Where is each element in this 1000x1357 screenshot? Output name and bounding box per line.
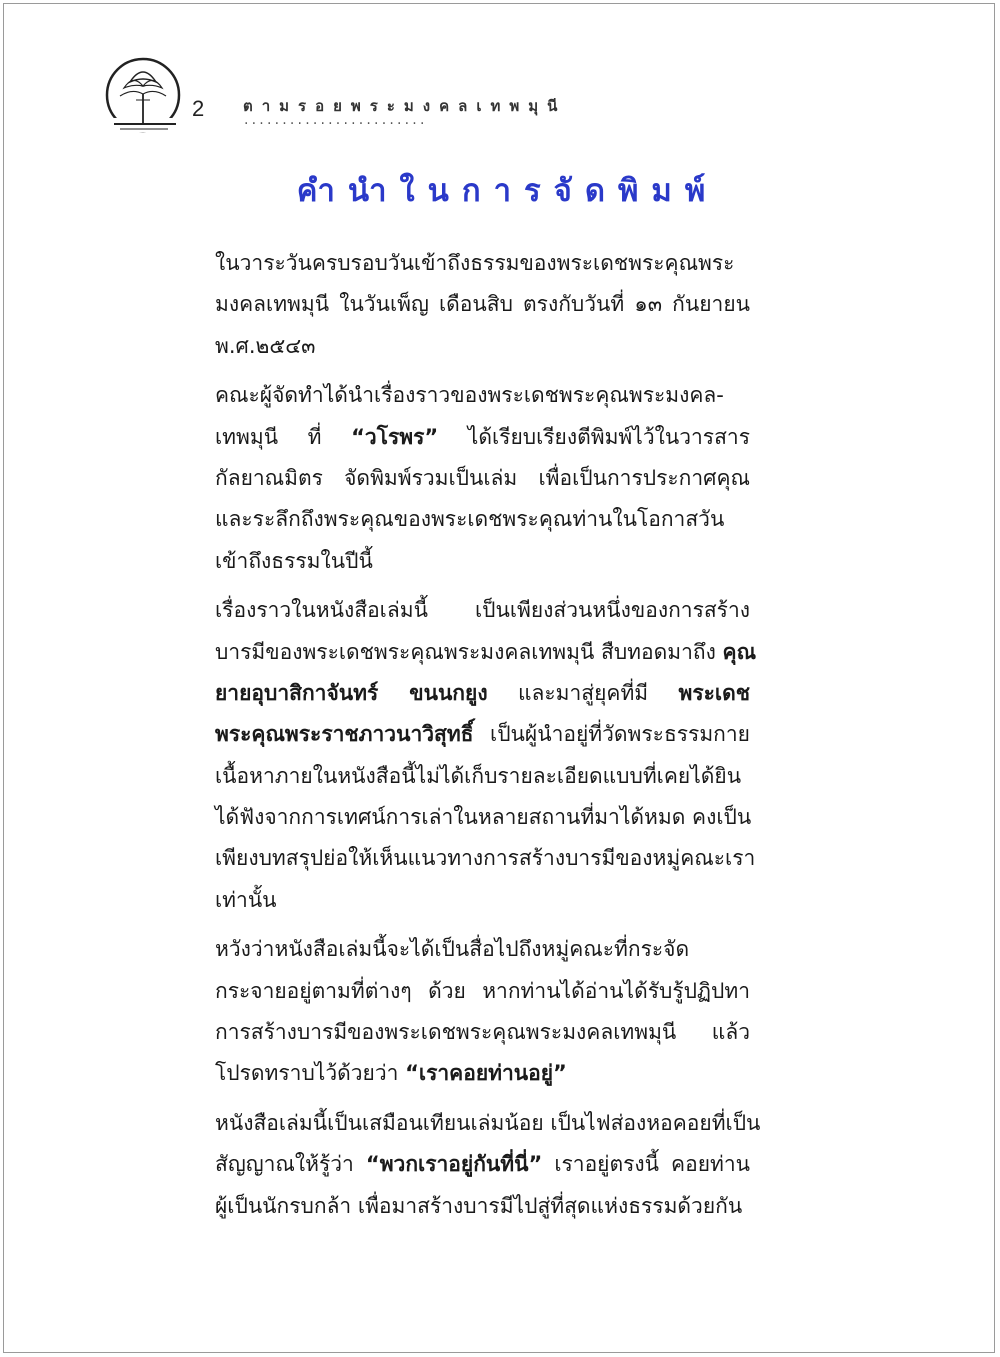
text-line — [215, 838, 756, 879]
text-line — [215, 417, 750, 458]
running-title: ตามรอยพระมงคลเทพมุนี — [243, 97, 567, 115]
text-line — [215, 971, 750, 1012]
text-segment: เข้าถึงธรรมในปีนี้ — [215, 548, 373, 573]
text-segment: ผู้เป็นนักรบกล้า เพื่อมาสร้างบารมีไปสู่ที่สุดแห่งธรรมด้วยกัน — [215, 1193, 743, 1218]
text-line — [215, 1053, 750, 1094]
text-segment: เทพมุนี ที่ — [215, 424, 352, 449]
text-segment: เรื่องราวในหนังสือเล่มนี้ เป็นเพียงส่วนหนึ่งของการสร้าง — [215, 598, 750, 623]
dotted-rule: ........................ — [244, 112, 428, 128]
text-segment: คณะผู้จัดทำได้นำเรื่องราวของพระเดชพระคุณพระมงคล- — [215, 383, 724, 408]
text-segment: สัญญาณให้รู้ว่า — [215, 1152, 366, 1177]
text-segment: หวังว่าหนังสือเล่มนี้จะได้เป็นสื่อไปถึงหมู่คณะที่กระจัด — [215, 937, 690, 962]
text-line — [215, 1186, 750, 1227]
text-segment: หนังสือเล่มนี้เป็นเสมือนเทียนเล่มน้อย เป็นไฟส่องหอคอยที่เป็น — [215, 1110, 761, 1135]
text-line — [215, 541, 750, 582]
text-segment: เพียงบทสรุปย่อให้เห็นแนวทางการสร้างบารมีของหมู่คณะเรา — [215, 846, 756, 871]
bold-text: “วโรพร” — [351, 424, 439, 449]
text-segment: เป็นผู้นำอยู่ที่วัดพระธรรมกาย — [473, 722, 750, 747]
bold-text: พระคุณพระราชภาวนาวิสุทธิ์ — [215, 722, 474, 747]
text-segment: ในวาระวันครบรอบวันเข้าถึงธรรมของพระเดชพระคุณพระ — [215, 251, 735, 275]
text-line — [215, 375, 750, 416]
bold-text: พระเดช — [678, 680, 750, 705]
text-line — [215, 1012, 750, 1053]
bold-text: คุณ — [722, 639, 757, 664]
text-line — [215, 673, 750, 714]
bold-text: “เราคอยท่านอยู่” — [405, 1061, 567, 1086]
paragraph — [215, 1103, 761, 1227]
text-segment: มงคลเทพมุนี ในวันเพ็ญ เดือนสิบ ตรงกับวันที่ ๑๓ กันยายน — [215, 292, 750, 317]
page-number: 2 — [192, 96, 205, 121]
text-segment: พ.ศ.๒๕๔๓ — [215, 333, 316, 358]
page-title: คำนำในการจัดพิมพ์ — [296, 173, 719, 209]
text-line — [215, 880, 750, 921]
paragraph — [215, 243, 750, 367]
paragraph — [215, 590, 757, 921]
text-segment: ได้ฟังจากการเทศน์การเล่าในหลายสถานที่มาได้หมด คงเป็น — [215, 805, 752, 830]
text-segment: เท่านั้น — [215, 887, 277, 912]
bold-text: “พวกเราอยู่กันที่นี่” — [365, 1152, 543, 1177]
text-line — [215, 1103, 761, 1144]
lotus-logo-icon — [100, 50, 186, 140]
text-segment: เนื้อหาภายในหนังสือนี้ไม่ได้เก็บรายละเอียดแบบที่เคยได้ยิน — [215, 763, 742, 788]
text-line — [215, 499, 750, 540]
body-text — [215, 243, 761, 1235]
text-line — [215, 632, 757, 673]
text-line — [215, 756, 750, 797]
text-segment: ได้เรียบเรียงตีพิมพ์ไว้ในวารสาร — [438, 424, 750, 449]
text-segment: กระจายอยู่ตามที่ต่างๆ ด้วย หากท่านได้อ่านได้รับรู้ปฏิปทา — [215, 978, 750, 1003]
paragraph — [215, 375, 750, 582]
text-line — [215, 243, 750, 284]
paragraph — [215, 929, 750, 1095]
text-line — [215, 929, 750, 970]
text-line — [215, 797, 750, 838]
text-line — [215, 284, 750, 325]
text-segment: บารมีของพระเดชพระคุณพระมงคลเทพมุนี สืบทอดมาถึง — [215, 639, 723, 664]
text-segment: โปรดทราบไว้ด้วยว่า — [215, 1061, 406, 1086]
bold-text: ยายอุบาสิกาจันทร์ ขนนกยูง — [215, 680, 488, 705]
text-segment: และมาสู่ยุคที่มี — [487, 680, 679, 705]
text-line — [215, 714, 750, 755]
text-segment: กัลยาณมิตร จัดพิมพ์รวมเป็นเล่ม เพื่อเป็นการประกาศคุณ — [215, 465, 750, 490]
text-line — [215, 458, 750, 499]
text-segment: และระลึกถึงพระคุณของพระเดชพระคุณท่านในโอกาสวัน — [215, 507, 725, 532]
text-line — [215, 1144, 750, 1185]
text-line — [215, 326, 750, 367]
text-segment: การสร้างบารมีของพระเดชพระคุณพระมงคลเทพมุนี แล้ว — [215, 1020, 750, 1045]
text-line — [215, 590, 750, 631]
text-segment: เราอยู่ตรงนี้ คอยท่าน — [542, 1152, 751, 1177]
